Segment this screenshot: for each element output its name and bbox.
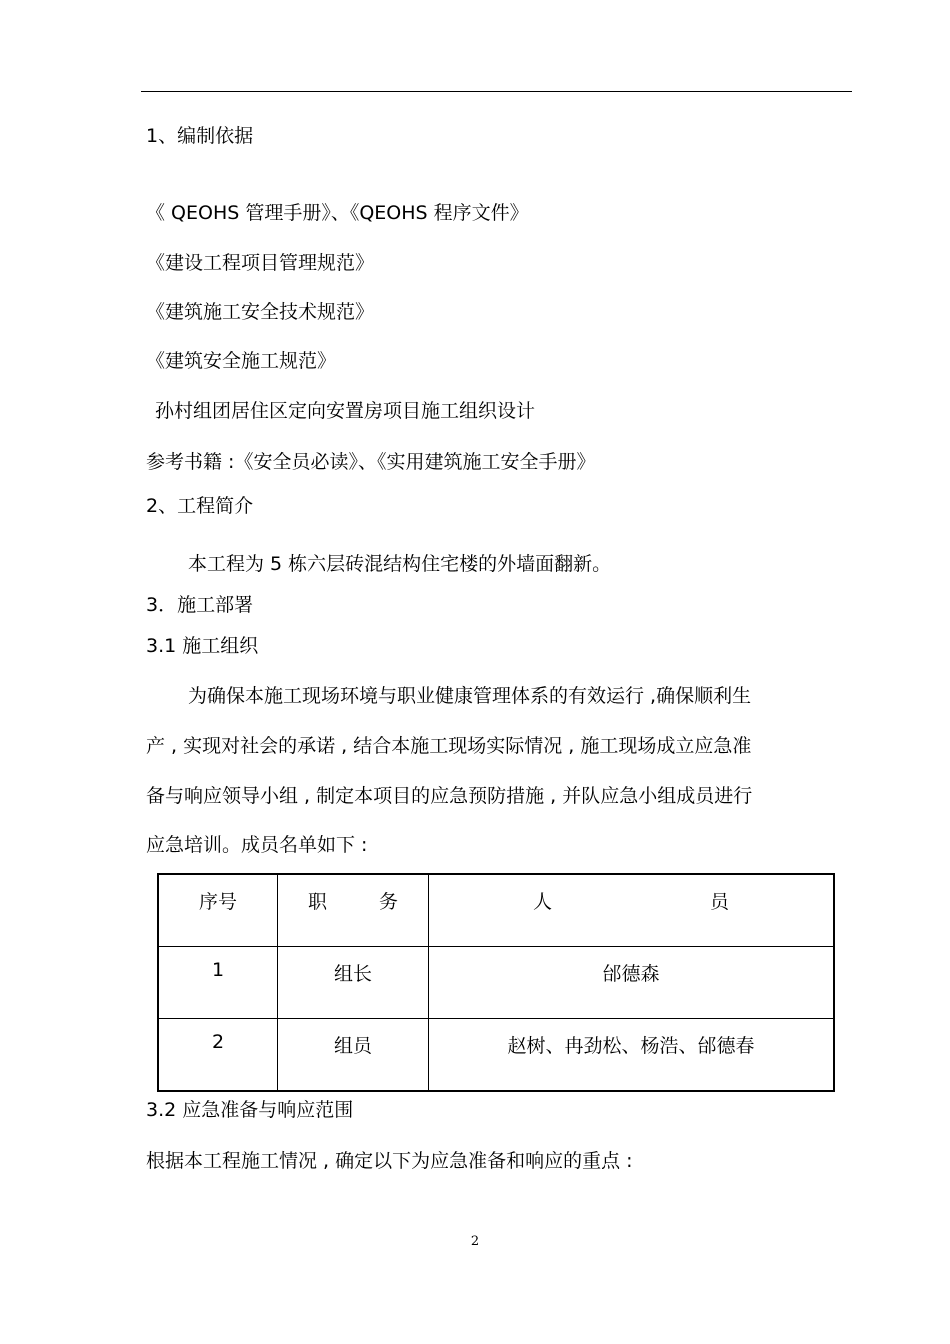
section-heading-overview: 2、工程简介 <box>146 495 254 517</box>
cell-person: 邰德森 <box>429 947 835 1019</box>
basis-item: 孙村组团居住区定向安置房项目施工组织设计 <box>155 400 536 422</box>
paragraph-line: 应急培训。成员名单如下 : <box>146 834 368 856</box>
header-no: 序号 <box>158 874 278 947</box>
overview-text: 本工程为 5 栋六层砖混结构住宅楼的外墙面翻新。 <box>188 553 612 575</box>
subsection-heading-scope: 3.2 应急准备与响应范围 <box>146 1099 354 1121</box>
subsection-heading-organization: 3.1 施工组织 <box>146 635 259 657</box>
table-row <box>158 947 834 1019</box>
page-number: 2 <box>470 1234 480 1249</box>
cell-duty: 组长 <box>278 947 429 1019</box>
section-heading-basis: 1、编制依据 <box>146 125 254 147</box>
table-row <box>158 1019 834 1092</box>
paragraph-line: 为确保本施工现场环境与职业健康管理体系的有效运行 ,确保顺利生 <box>188 685 752 707</box>
basis-item: 《建筑施工安全技术规范》 <box>146 301 375 323</box>
scope-text: 根据本工程施工情况 , 确定以下为应急准备和响应的重点 : <box>146 1150 633 1172</box>
header-person: 人 员 <box>429 874 835 947</box>
basis-item: 《 QEOHS 管理手册》、《QEOHS 程序文件》 <box>146 202 529 224</box>
reference-books: 参考书籍 :《安全员必读》、《实用建筑施工安全手册》 <box>146 451 596 473</box>
basis-item: 《建设工程项目管理规范》 <box>146 252 375 274</box>
cell-duty: 组员 <box>278 1019 429 1092</box>
basis-item: 《建筑安全施工规范》 <box>146 350 337 372</box>
table-header-row <box>158 874 834 947</box>
paragraph-line: 备与响应领导小组 , 制定本项目的应急预防措施 , 并队应急小组成员进行 <box>146 785 753 807</box>
member-table <box>157 873 835 1092</box>
cell-no: 2 <box>158 1019 278 1092</box>
cell-no: 1 <box>158 947 278 1019</box>
header-duty: 职 务 <box>278 874 429 947</box>
section-heading-deployment: 3．施工部署 <box>146 594 254 616</box>
paragraph-line: 产 , 实现对社会的承诺 , 结合本施工现场实际情况 , 施工现场成立应急准 <box>146 735 752 757</box>
header-rule <box>141 91 852 92</box>
cell-person: 赵树、冉劲松、杨浩、邰德春 <box>429 1019 835 1092</box>
